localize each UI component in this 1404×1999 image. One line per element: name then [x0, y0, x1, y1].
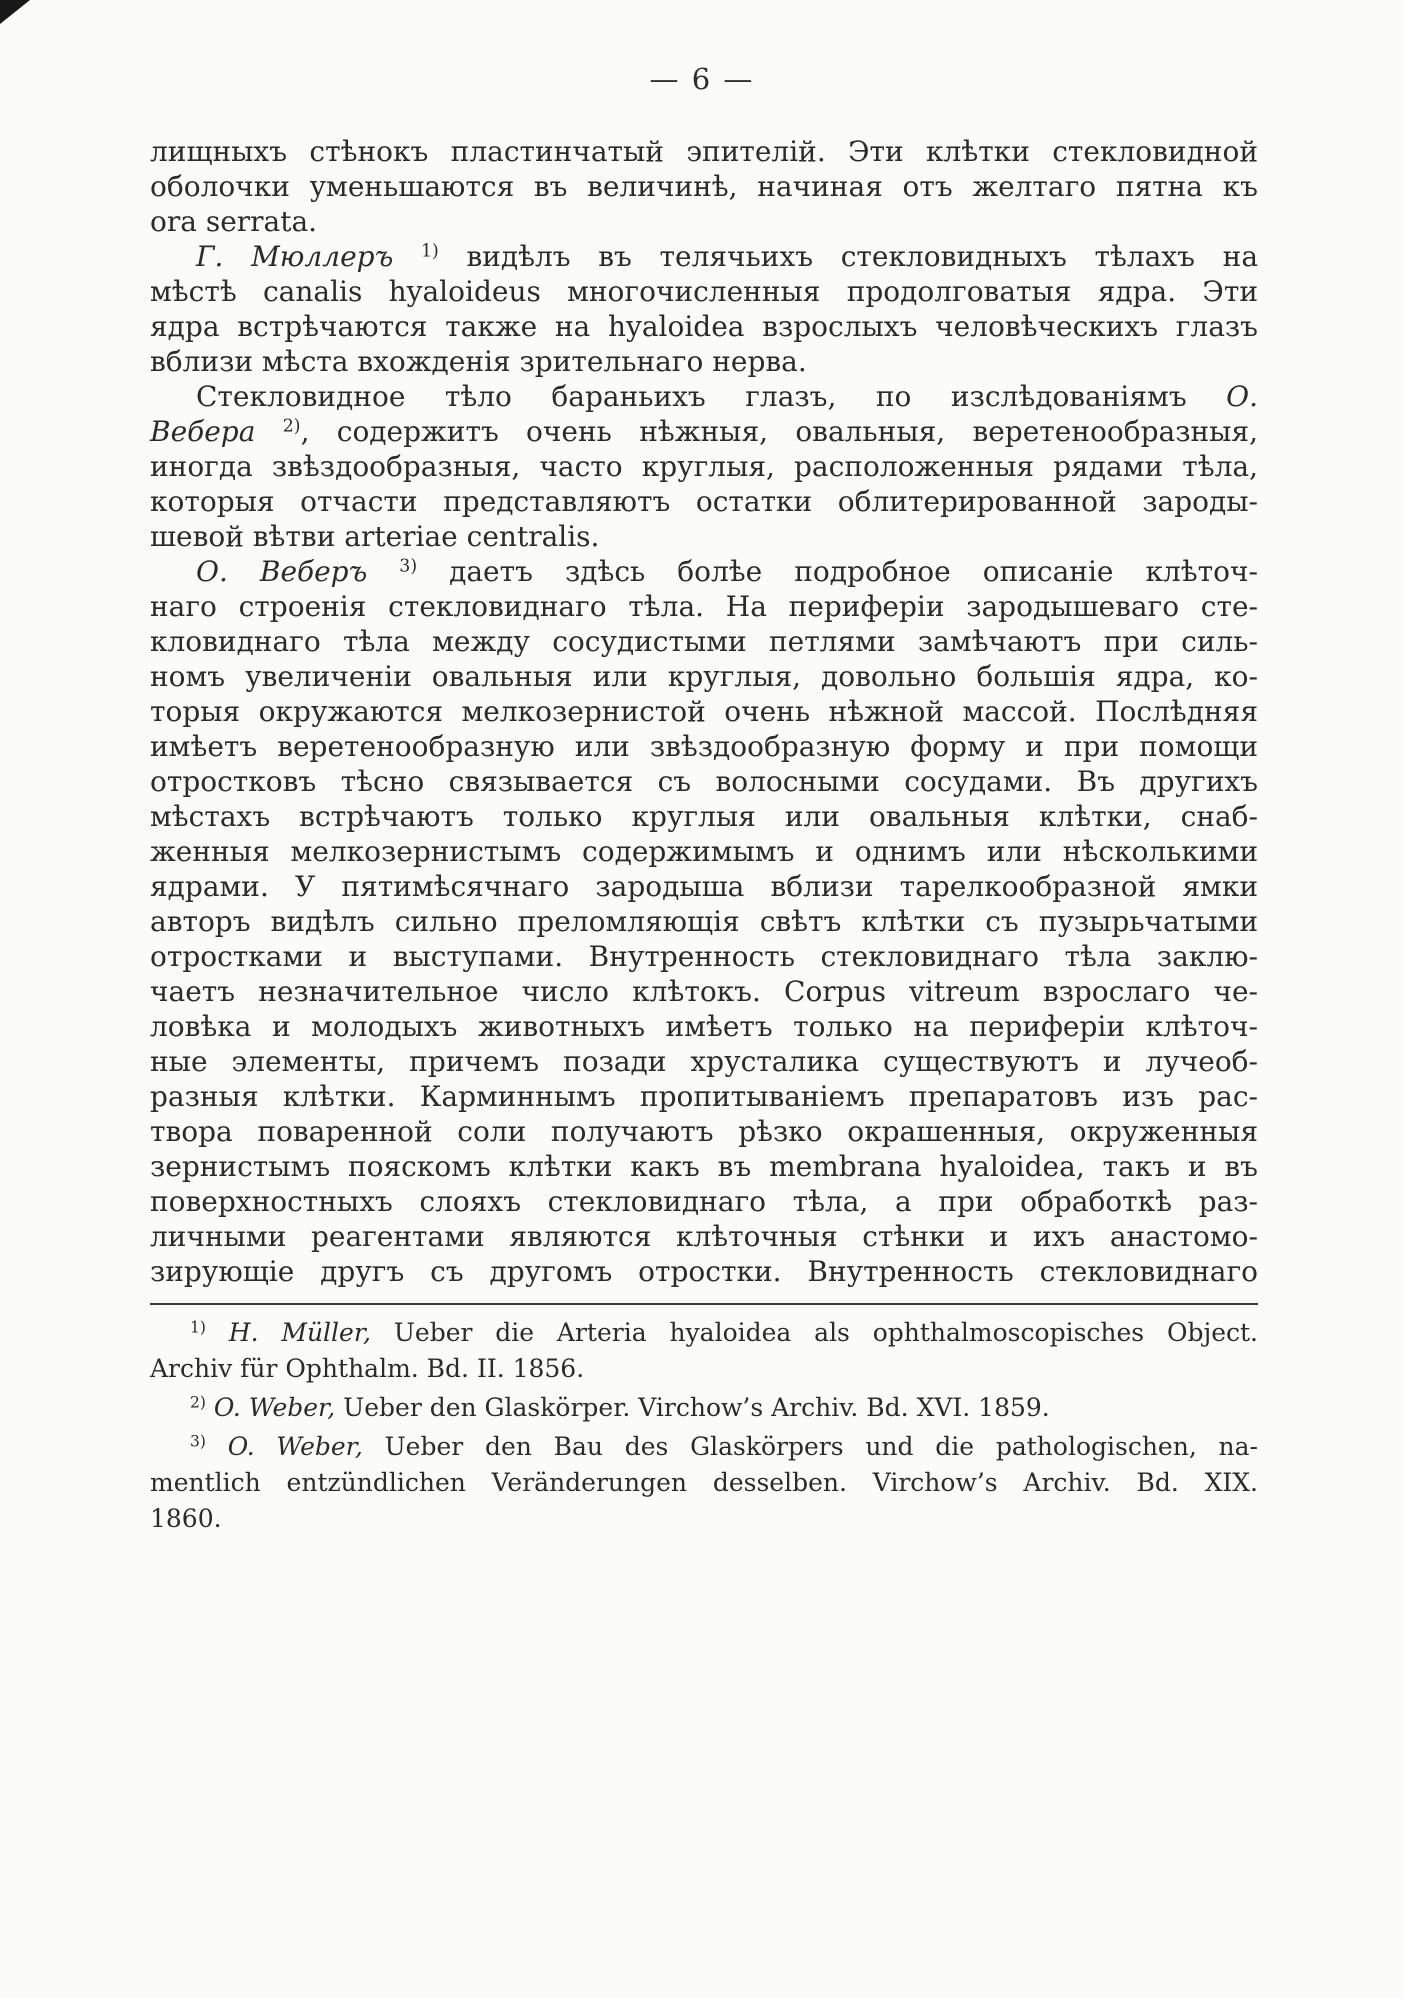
text-line — [150, 414, 1258, 449]
footnotes — [150, 1315, 1258, 1537]
text-line — [150, 554, 1258, 589]
text-line — [150, 204, 1258, 239]
text-run: торыя окружаются мелкозернистой очень нѣжной массой. Послѣдняя — [150, 695, 1258, 728]
text-line — [150, 1114, 1258, 1149]
italic-text: О. Веберъ — [196, 555, 400, 588]
text-line — [150, 1465, 1258, 1501]
footnote-marker: 2) — [282, 416, 301, 437]
text-run: зернистымъ пояскомъ клѣтки какъ въ membrana hyaloidea, такъ и въ — [150, 1150, 1258, 1183]
footnote-marker: 3) — [399, 556, 418, 577]
italic-text: O. Weber, — [227, 1432, 363, 1461]
text-line — [150, 624, 1258, 659]
text-run: чаетъ незначительное число клѣтокъ. Corpus vitreum взрослаго че- — [150, 975, 1258, 1008]
text-run: Ueber den Glaskörper. Virchow’s Archiv. Bd. XVI. 1859. — [335, 1393, 1050, 1422]
text-run: ora serrata. — [150, 205, 318, 238]
paragraph — [150, 554, 1258, 1289]
text-run: поверхностныхъ слояхъ стекловиднаго тѣла, а при обработкѣ раз- — [150, 1185, 1258, 1218]
text-run: мѣстѣ canalis hyaloideus многочисленныя продолговатыя ядра. Эти — [150, 275, 1258, 308]
text-line — [150, 344, 1258, 379]
text-run: авторъ видѣлъ сильно преломляющія свѣтъ клѣтки съ пузырьчатыми — [150, 905, 1258, 938]
text-line — [150, 239, 1258, 274]
text-run: кловиднаго тѣла между сосудистыми петлями замѣчаютъ при силь- — [150, 625, 1258, 658]
text-run: которыя отчасти представляютъ остатки облитерированной зароды- — [150, 485, 1258, 518]
text-line — [150, 1501, 1258, 1537]
text-line — [150, 904, 1258, 939]
text-line — [150, 1009, 1258, 1044]
text-run: Ueber den Bau des Glaskörpers und die pathologischen, na- — [362, 1432, 1258, 1461]
italic-text: О. — [1226, 380, 1258, 413]
text-run: ные элементы, причемъ позади хрусталика существуютъ и лучеоб- — [150, 1045, 1258, 1078]
text-run: женныя мелкозернистымъ содержимымъ и однимъ или нѣсколькими — [150, 835, 1258, 868]
italic-text: O. Weber, — [213, 1393, 336, 1422]
text-line — [150, 1390, 1258, 1426]
text-line — [150, 169, 1258, 204]
text-line — [150, 379, 1258, 414]
page-number: — 6 — — [649, 62, 755, 96]
text-run: даетъ здѣсь болѣе подробное описаніе клѣточ- — [417, 555, 1258, 588]
text-run: отростками и выступами. Внутренность стекловиднаго тѣла заклю- — [150, 940, 1258, 973]
text-line — [150, 1219, 1258, 1254]
text-run: 1860. — [150, 1504, 222, 1533]
text-run: зирующіе другъ съ другомъ отростки. Внутренность стекловиднаго — [150, 1255, 1258, 1288]
text-run: вблизи мѣста вхожденія зрительнаго нерва. — [150, 345, 807, 378]
footnote — [150, 1429, 1258, 1537]
footnote-marker: 3) — [190, 1432, 206, 1451]
text-line — [150, 1149, 1258, 1184]
text-line — [150, 309, 1258, 344]
text-line — [150, 449, 1258, 484]
text-run: Archiv für Ophthalm. Bd. II. 1856. — [150, 1354, 585, 1383]
text-run: личными реагентами являются клѣточныя стѣнки и ихъ анастомо- — [150, 1220, 1258, 1253]
italic-text: H. Müller, — [228, 1318, 371, 1347]
text-line — [150, 274, 1258, 309]
text-line — [150, 694, 1258, 729]
text-run: разныя клѣтки. Карминнымъ пропитываніемъ препаратовъ изъ рас- — [150, 1080, 1258, 1113]
text-line — [150, 1254, 1258, 1289]
text-run: ядра встрѣчаются также на hyaloidea взрослыхъ человѣческихъ глазъ — [150, 310, 1258, 343]
text-run — [206, 1318, 229, 1347]
text-run: Стекловидное тѣло бараньихъ глазъ, по изслѣдованіямъ — [196, 380, 1227, 413]
text-line — [150, 974, 1258, 1009]
footnote-separator — [150, 1303, 1258, 1305]
footnote — [150, 1390, 1258, 1426]
text-run: ядрами. У пятимѣсячнаго зародыша вблизи тарелкообразной ямки — [150, 870, 1258, 903]
text-line — [150, 729, 1258, 764]
footnote-marker: 1) — [420, 241, 439, 262]
text-run: отростковъ тѣсно связывается съ волосными сосудами. Въ другихъ — [150, 765, 1258, 798]
italic-text: Вебера — [150, 415, 283, 448]
text-run — [206, 1393, 214, 1422]
text-run: номъ увеличеніи овальныя или круглыя, довольно большія ядра, ко- — [150, 660, 1258, 693]
footnote-marker: 1) — [190, 1318, 206, 1337]
text-line — [150, 1184, 1258, 1219]
text-run — [206, 1432, 228, 1461]
paragraph — [150, 239, 1258, 379]
footnote-marker: 2) — [190, 1393, 206, 1412]
text-line — [150, 939, 1258, 974]
footnote — [150, 1315, 1258, 1387]
text-line — [150, 134, 1258, 169]
text-line — [150, 764, 1258, 799]
text-line — [150, 484, 1258, 519]
paragraph — [150, 134, 1258, 239]
paragraph — [150, 379, 1258, 554]
text-run: Ueber die Arteria hyaloidea als ophthalmoscopisches Object. — [371, 1318, 1258, 1347]
text-line — [150, 1351, 1258, 1387]
text-run: оболочки уменьшаются въ величинѣ, начиная отъ желтаго пятна къ — [150, 170, 1258, 203]
text-run: ловѣка и молодыхъ животныхъ имѣетъ только на периферіи клѣточ- — [150, 1010, 1258, 1043]
text-line — [150, 869, 1258, 904]
body-text — [150, 134, 1258, 1289]
text-line — [150, 519, 1258, 554]
text-run: видѣлъ въ телячьихъ стекловидныхъ тѣлахъ на — [438, 240, 1259, 273]
text-line — [150, 659, 1258, 694]
text-line — [150, 1315, 1258, 1351]
text-line — [150, 1044, 1258, 1079]
text-run: шевой вѣтви arteriae centralis. — [150, 520, 600, 553]
text-line — [150, 1429, 1258, 1465]
italic-text: Г. Мюллеръ — [196, 240, 421, 273]
text-line — [150, 589, 1258, 624]
text-line — [150, 1079, 1258, 1114]
text-run: mentlich entzündlichen Veränderungen desselben. Virchow’s Archiv. Bd. XIX. — [150, 1468, 1258, 1497]
text-run: наго строенія стекловиднаго тѣла. На периферіи зародышеваго сте- — [150, 590, 1258, 623]
text-run: иногда звѣздообразныя, часто круглыя, расположенныя рядами тѣла, — [150, 450, 1258, 483]
text-run: имѣетъ веретенообразную или звѣздообразную форму и при помощи — [150, 730, 1258, 763]
text-run: мѣстахъ встрѣчаютъ только круглыя или овальныя клѣтки, снаб- — [150, 800, 1258, 833]
text-run: лищныхъ стѣнокъ пластинчатый эпителій. Эти клѣтки стекловидной — [150, 135, 1258, 168]
text-run: твора поваренной соли получаютъ рѣзко окрашенныя, окруженныя — [150, 1115, 1258, 1148]
text-line — [150, 834, 1258, 869]
text-run: , содержитъ очень нѣжныя, овальныя, веретенообразныя, — [300, 415, 1258, 448]
text-line — [150, 799, 1258, 834]
